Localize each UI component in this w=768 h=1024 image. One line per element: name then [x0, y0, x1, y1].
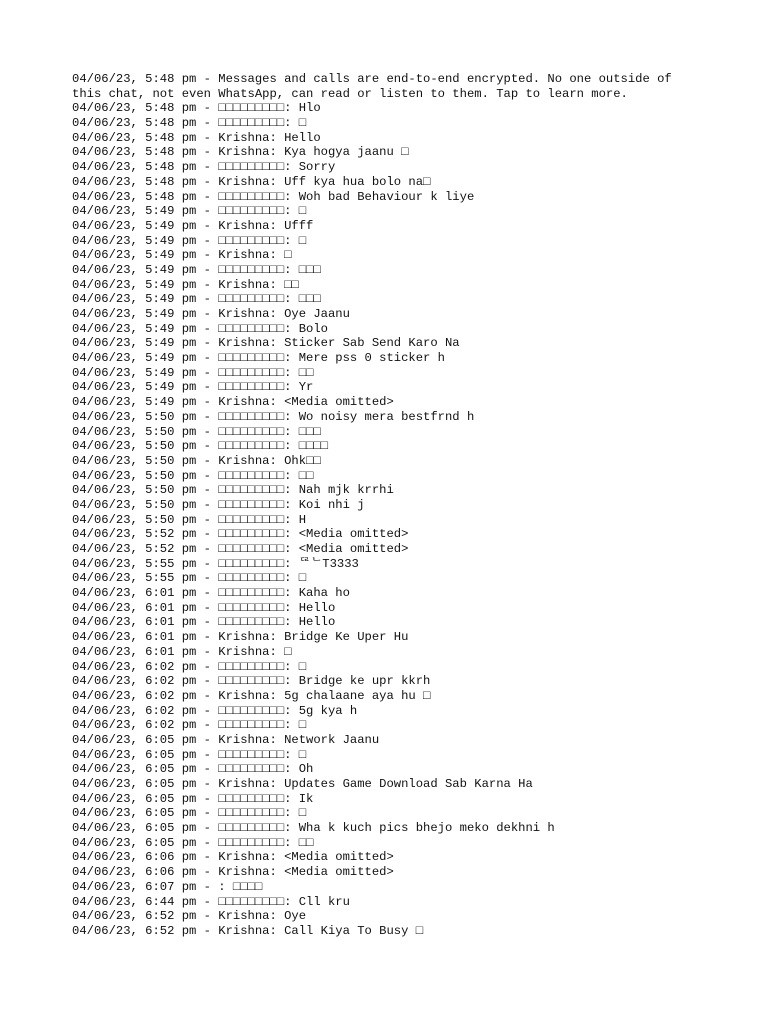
chat-line: 04/06/23, 5:49 pm - □□□□□□□□□: □	[72, 233, 307, 248]
chat-line: 04/06/23, 5:50 pm - □□□□□□□□□: Nah mjk krrhi	[72, 483, 394, 498]
chat-line: 04/06/23, 5:49 pm - □□□□□□□□□: Yr	[72, 380, 314, 395]
chat-line: 04/06/23, 5:49 pm - □□□□□□□□□: Mere pss 0 sticker h	[72, 351, 445, 366]
chat-line: 04/06/23, 6:44 pm - □□□□□□□□□: Cll kru	[72, 894, 350, 909]
chat-line: 04/06/23, 6:06 pm - Krishna: <Media omitted>	[72, 865, 394, 880]
chat-line: 04/06/23, 5:50 pm - □□□□□□□□□: □□	[72, 468, 314, 483]
chat-line: 04/06/23, 5:49 pm - □□□□□□□□□: □	[72, 204, 307, 219]
chat-line: 04/06/23, 6:02 pm - □□□□□□□□□: □	[72, 659, 307, 674]
chat-line: 04/06/23, 5:49 pm - □□□□□□□□□: Bolo	[72, 321, 328, 336]
chat-line: 04/06/23, 5:49 pm - Krishna: □□	[72, 277, 299, 292]
chat-line: 04/06/23, 5:48 pm - Krishna: Uff kya hua bolo na□	[72, 174, 431, 189]
chat-line: 04/06/23, 5:49 pm - □□□□□□□□□: □□□	[72, 262, 321, 277]
chat-line: 04/06/23, 6:05 pm - □□□□□□□□□: Wha k kuch pics bhejo meko dekhni h	[72, 821, 555, 836]
chat-line: 04/06/23, 5:52 pm - □□□□□□□□□: <Media omitted>	[72, 542, 409, 556]
chat-line: 04/06/23, 5:49 pm - Krishna: Sticker Sab Send Karo Na	[72, 336, 460, 351]
chat-line: 04/06/23, 6:05 pm - □□□□□□□□□: □	[72, 747, 307, 762]
chat-line: 04/06/23, 6:06 pm - Krishna: <Media omitted>	[72, 850, 394, 865]
chat-line: 04/06/23, 5:52 pm - □□□□□□□□□: <Media omitted>	[72, 527, 409, 542]
chat-line: 04/06/23, 5:55 pm - □□□□□□□□□: □	[72, 571, 307, 586]
chat-line: 04/06/23, 6:01 pm - Krishna: Bridge Ke Uper Hu	[72, 630, 409, 645]
chat-line: 04/06/23, 6:01 pm - Krishna: □	[72, 644, 292, 659]
chat-line: 04/06/23, 5:48 pm - Krishna: Hello	[72, 130, 321, 145]
chat-line: 04/06/23, 5:48 pm - Krishna: Kya hogya jaanu □	[72, 145, 409, 160]
chat-line: 04/06/23, 6:01 pm - □□□□□□□□□: Kaha ho	[72, 586, 350, 601]
chat-line: 04/06/23, 6:02 pm - Krishna: 5g chalaane aya hu □	[72, 688, 431, 703]
chat-line: 04/06/23, 5:49 pm - □□□□□□□□□: □□□	[72, 292, 321, 307]
chat-line: 04/06/23, 6:05 pm - □□□□□□□□□: Ik	[72, 791, 314, 806]
chat-line: 04/06/23, 5:50 pm - Krishna: Ohk□□	[72, 453, 321, 468]
chat-line: 04/06/23, 5:49 pm - Krishna: □	[72, 248, 292, 263]
chat-line: 04/06/23, 6:05 pm - Krishna: Network Jaanu	[72, 732, 380, 747]
chat-line: 04/06/23, 6:52 pm - Krishna: Call Kiya To Busy □	[72, 923, 424, 938]
chat-line: 04/06/23, 5:48 pm - □□□□□□□□□: Hlo	[72, 101, 321, 116]
chat-line: this chat, not even WhatsApp, can read or listen to them. Tap to learn more.	[72, 86, 628, 101]
chat-line: 04/06/23, 6:07 pm - : □□□□	[72, 879, 263, 894]
chat-line: 04/06/23, 5:50 pm - □□□□□□□□□: Koi nhi j	[72, 497, 365, 512]
chat-line: 04/06/23, 6:05 pm - □□□□□□□□□: Oh	[72, 762, 314, 777]
chat-line: 04/06/23, 5:50 pm - □□□□□□□□□: □□□□	[72, 439, 328, 454]
chat-line: 04/06/23, 5:50 pm - □□□□□□□□□: □□□	[72, 424, 321, 439]
chat-line: 04/06/23, 5:50 pm - □□□□□□□□□: Wo noisy mera bestfrnd h	[72, 409, 475, 424]
chat-line: 04/06/23, 5:48 pm - □□□□□□□□□: Woh bad Behaviour k liye	[72, 189, 475, 204]
chat-line: 04/06/23, 5:49 pm - Krishna: <Media omitted>	[72, 395, 394, 410]
chat-line: 04/06/23, 5:48 pm - Messages and calls are end-to-end encrypted. No one outside of	[72, 72, 672, 86]
chat-line: 04/06/23, 6:02 pm - □□□□□□□□□: 5g kya h	[72, 703, 358, 718]
chat-line: 04/06/23, 6:05 pm - Krishna: Updates Game Download Sab Karna Ha	[72, 777, 533, 791]
chat-line: 04/06/23, 6:05 pm - □□□□□□□□□: □□	[72, 835, 314, 850]
chat-export-text	[72, 72, 732, 939]
chat-line: 04/06/23, 5:49 pm - Krishna: Oye Jaanu	[72, 307, 350, 321]
chat-line: 04/06/23, 6:05 pm - □□□□□□□□□: □	[72, 806, 307, 821]
chat-line: 04/06/23, 5:49 pm - Krishna: Ufff	[72, 218, 314, 233]
chat-line: 04/06/23, 6:02 pm - □□□□□□□□□: Bridge ke upr kkrh	[72, 674, 431, 689]
chat-line: 04/06/23, 6:52 pm - Krishna: Oye	[72, 909, 307, 924]
chat-line: 04/06/23, 5:50 pm - □□□□□□□□□: H	[72, 512, 307, 527]
chat-line: 04/06/23, 5:48 pm - □□□□□□□□□: Sorry	[72, 160, 336, 175]
chat-line: 04/06/23, 6:01 pm - □□□□□□□□□: Hello	[72, 615, 336, 630]
chat-line: 04/06/23, 6:01 pm - □□□□□□□□□: Hello	[72, 600, 336, 615]
chat-line: 04/06/23, 5:48 pm - □□□□□□□□□: □	[72, 116, 307, 131]
chat-line: 04/06/23, 6:02 pm - □□□□□□□□□: □	[72, 718, 307, 733]
chat-line: 04/06/23, 5:49 pm - □□□□□□□□□: □□	[72, 365, 314, 380]
chat-line: 04/06/23, 5:55 pm - □□□□□□□□□: ᄃᄅᄂT3333	[72, 556, 359, 571]
